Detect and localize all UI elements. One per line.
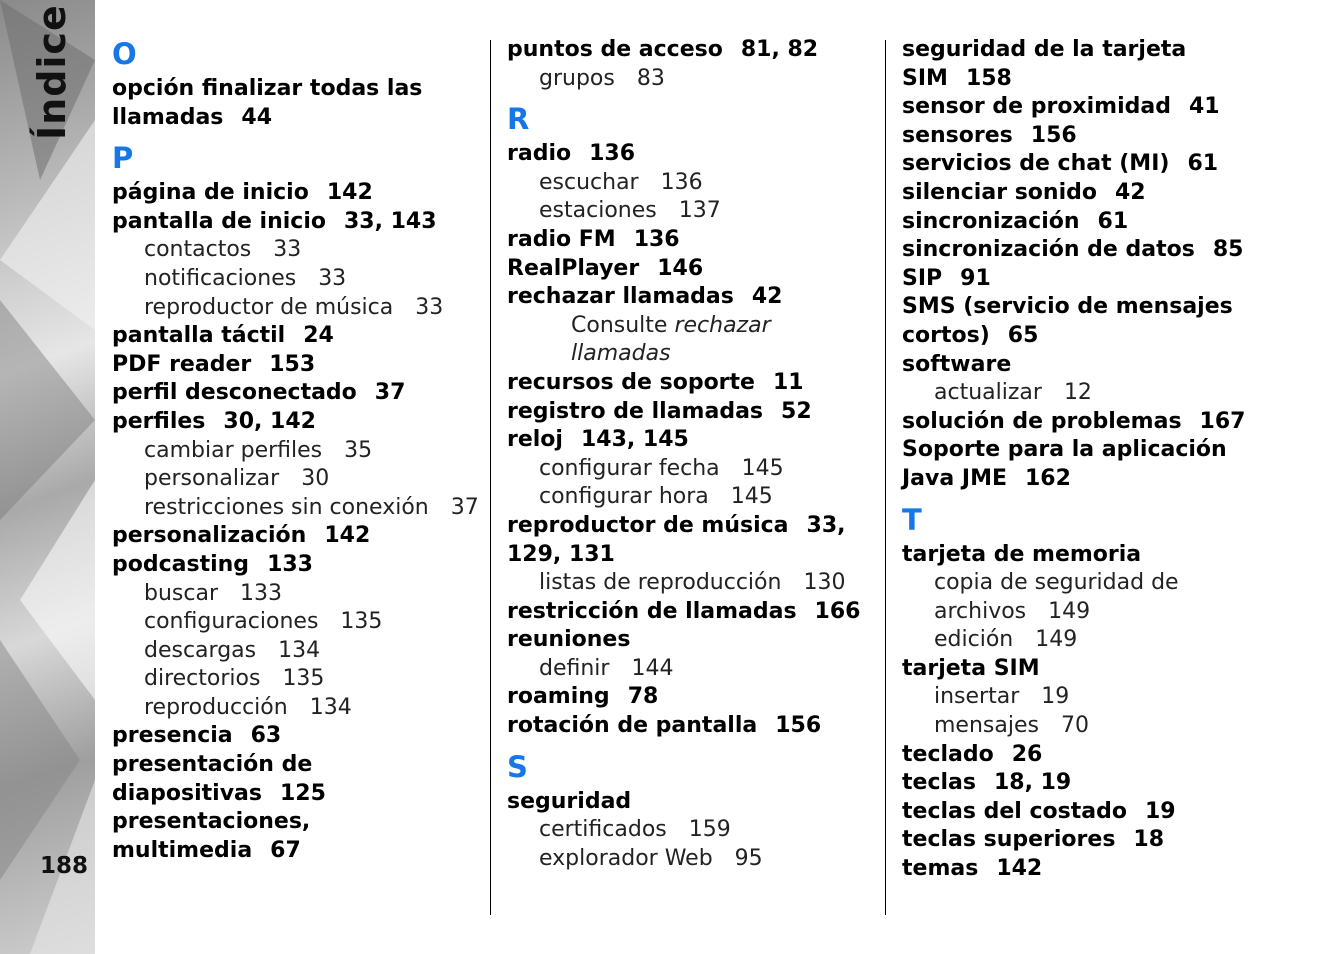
- entry-term: roaming: [507, 684, 610, 710]
- entry-term: perfil desconectado: [112, 380, 357, 406]
- index-subentry: [507, 483, 877, 512]
- entry-term: servicios de chat (MI): [902, 151, 1170, 177]
- entry-term: tarjeta SIM: [902, 655, 1040, 681]
- index-entry: [902, 541, 1262, 570]
- entry-term: solución de problemas: [902, 408, 1182, 434]
- entry-term: sincronización de datos: [902, 237, 1195, 263]
- index-entry: [507, 598, 877, 627]
- entry-term: reuniones: [507, 627, 631, 653]
- index-entry: [902, 826, 1262, 855]
- entry-page-numbers: 144: [631, 655, 674, 681]
- entry-page-numbers: 24: [303, 323, 334, 349]
- entry-term: pantalla de inicio: [112, 208, 326, 234]
- index-entry: [902, 855, 1262, 884]
- index-entry: [507, 788, 877, 817]
- entry-term: escuchar: [539, 169, 639, 195]
- entry-page-numbers: 30: [301, 466, 330, 492]
- index-entry: [902, 798, 1262, 827]
- entry-term: sensores: [902, 122, 1013, 148]
- entry-page-numbers: 18, 19: [993, 770, 1072, 796]
- entry-page-numbers: 159: [688, 817, 731, 843]
- entry-term: teclado: [902, 741, 994, 767]
- index-subentry: [112, 494, 482, 523]
- entry-term: mensajes: [934, 713, 1039, 739]
- index-subentry: [902, 626, 1262, 655]
- entry-term: seguridad: [507, 788, 632, 814]
- index-entry: [902, 93, 1262, 122]
- entry-term: explorador Web: [539, 845, 713, 871]
- entry-term: registro de llamadas: [507, 398, 764, 424]
- entry-page-numbers: 134: [309, 694, 352, 720]
- index-entry: [507, 626, 877, 655]
- index-entry: [902, 36, 1262, 93]
- entry-term: temas: [902, 856, 979, 882]
- entry-page-numbers: 70: [1060, 713, 1089, 739]
- index-entry: [902, 208, 1262, 237]
- entry-term: personalizar: [144, 466, 280, 492]
- entry-page-numbers: 41: [1188, 94, 1220, 120]
- see-reference: rechazar llamadas: [571, 312, 771, 367]
- index-subentry: [507, 169, 877, 198]
- index-entry: [507, 36, 877, 65]
- entry-term: página de inicio: [112, 180, 309, 206]
- entry-term: radio FM: [507, 226, 616, 252]
- entry-term: configurar fecha: [539, 455, 720, 481]
- entry-page-numbers: 67: [270, 837, 301, 863]
- sidebar-band: [0, 0, 95, 954]
- index-entry: [112, 351, 482, 380]
- index-entry: [112, 722, 482, 751]
- entry-page-numbers: 91: [960, 265, 991, 291]
- column-divider: [885, 40, 886, 915]
- entry-term: definir: [539, 655, 610, 681]
- index-column-3: [902, 36, 1262, 884]
- entry-term: sincronización: [902, 208, 1080, 234]
- index-entry: [112, 551, 482, 580]
- entry-term: restricción de llamadas: [507, 598, 797, 624]
- index-entry: [902, 265, 1262, 294]
- index-subentry: [507, 455, 877, 484]
- entry-page-numbers: 166: [814, 598, 861, 624]
- index-letter-heading: R: [507, 102, 530, 137]
- entry-term: buscar: [144, 580, 218, 606]
- entry-page-numbers: 158: [965, 65, 1012, 91]
- index-column-2: [507, 36, 877, 873]
- entry-page-numbers: 61: [1097, 208, 1129, 234]
- entry-term: reproductor de música: [144, 294, 394, 320]
- entry-term: grupos: [539, 65, 615, 91]
- index-subentry: [112, 465, 482, 494]
- entry-page-numbers: 153: [269, 351, 316, 377]
- entry-term: SMS (servicio de mensajes cortos): [902, 294, 1233, 348]
- entry-term: perfiles: [112, 408, 206, 434]
- entry-term: pantalla táctil: [112, 323, 286, 349]
- entry-term: opción finalizar todas las llamadas: [112, 76, 423, 130]
- index-entry: [112, 379, 482, 408]
- index-entry: [112, 322, 482, 351]
- entry-term: descargas: [144, 637, 257, 663]
- index-entry: [902, 655, 1262, 684]
- index-subentry: [902, 379, 1262, 408]
- index-column-1: [112, 36, 482, 865]
- index-subentry: [507, 655, 877, 684]
- entry-page-numbers: 30, 142: [223, 408, 316, 434]
- entry-term: estaciones: [539, 198, 657, 224]
- entry-page-numbers: 26: [1011, 741, 1043, 767]
- entry-page-numbers: 149: [1048, 598, 1091, 624]
- index-subentry: [507, 816, 877, 845]
- entry-term: listas de reproducción: [539, 570, 782, 596]
- entry-page-numbers: 85: [1212, 237, 1244, 263]
- entry-term: teclas superiores: [902, 827, 1116, 853]
- entry-term: presencia: [112, 723, 233, 749]
- entry-page-numbers: 162: [1024, 465, 1071, 491]
- entry-page-numbers: 11: [772, 369, 804, 395]
- column-divider: [490, 40, 491, 915]
- entry-term: directorios: [144, 666, 261, 692]
- index-entry: [902, 293, 1262, 350]
- entry-page-numbers: 44: [241, 104, 273, 130]
- entry-page-numbers: 63: [250, 723, 282, 749]
- entry-term: reproductor de música: [507, 512, 789, 538]
- entry-page-numbers: 146: [657, 255, 704, 281]
- entry-term: sensor de proximidad: [902, 94, 1171, 120]
- entry-term: presentación de diapositivas: [112, 752, 313, 806]
- index-entry: [112, 75, 482, 132]
- entry-term: restricciones sin conexión: [144, 494, 429, 520]
- entry-term: Consulte: [571, 312, 668, 338]
- entry-page-numbers: 78: [627, 684, 659, 710]
- entry-term: insertar: [934, 684, 1020, 710]
- entry-page-numbers: 18: [1133, 827, 1165, 853]
- entry-page-numbers: 137: [678, 198, 721, 224]
- index-subentry: [112, 580, 482, 609]
- index-subentry: [902, 683, 1262, 712]
- entry-page-numbers: 142: [324, 523, 371, 549]
- index-entry: [902, 351, 1262, 380]
- entry-page-numbers: 33: [318, 265, 347, 291]
- index-entry: [507, 426, 877, 455]
- entry-term: cambiar perfiles: [144, 437, 323, 463]
- entry-page-numbers: 42: [1114, 179, 1146, 205]
- entry-page-numbers: 33, 143: [343, 208, 437, 234]
- entry-page-numbers: 167: [1199, 408, 1246, 434]
- entry-page-numbers: 149: [1035, 627, 1078, 653]
- index-subentry: [902, 712, 1262, 741]
- entry-term: recursos de soporte: [507, 369, 755, 395]
- entry-term: teclas: [902, 770, 976, 796]
- entry-term: rotación de pantalla: [507, 713, 758, 739]
- entry-page-numbers: 37: [374, 380, 406, 406]
- index-entry: [112, 522, 482, 551]
- entry-term: reproducción: [144, 694, 288, 720]
- entry-term: reloj: [507, 427, 563, 453]
- entry-page-numbers: 145: [730, 484, 773, 510]
- entry-term: podcasting: [112, 551, 250, 577]
- entry-page-numbers: 61: [1187, 151, 1219, 177]
- index-cross-reference: [507, 312, 877, 369]
- index-subentry: [507, 65, 877, 94]
- index-subentry: [112, 294, 482, 323]
- index-subentry: [902, 569, 1262, 626]
- entry-page-numbers: 33: [415, 294, 444, 320]
- index-subentry: [112, 608, 482, 637]
- index-letter-heading: S: [507, 749, 528, 784]
- index-entry: [507, 683, 877, 712]
- index-entry: [112, 408, 482, 437]
- entry-page-numbers: 19: [1041, 684, 1070, 710]
- index-entry: [902, 150, 1262, 179]
- entry-term: SIP: [902, 265, 943, 291]
- index-entry: [902, 741, 1262, 770]
- index-subentry: [112, 694, 482, 723]
- index-entry: [112, 179, 482, 208]
- entry-page-numbers: 37: [450, 494, 479, 520]
- entry-page-numbers: 130: [803, 570, 846, 596]
- entry-page-numbers: 83: [636, 65, 665, 91]
- entry-page-numbers: 135: [282, 666, 325, 692]
- index-entry: [902, 122, 1262, 151]
- index-entry: [507, 512, 877, 569]
- index-subentry: [112, 637, 482, 666]
- entry-page-numbers: 134: [278, 637, 321, 663]
- entry-term: teclas del costado: [902, 798, 1127, 824]
- index-letter-heading: P: [112, 141, 134, 176]
- entry-page-numbers: 42: [751, 284, 783, 310]
- entry-page-numbers: 136: [660, 169, 703, 195]
- entry-page-numbers: 136: [633, 226, 680, 252]
- entry-page-numbers: 81, 82: [740, 37, 819, 62]
- entry-page-numbers: 156: [1030, 122, 1077, 148]
- index-entry: [507, 283, 877, 312]
- entry-page-numbers: 52: [781, 398, 812, 424]
- entry-page-numbers: 65: [1007, 322, 1039, 348]
- entry-page-numbers: 33, 129, 131: [507, 512, 846, 567]
- index-entry: [112, 208, 482, 237]
- index-subentry: [507, 569, 877, 598]
- entry-page-numbers: 125: [279, 780, 326, 806]
- index-entry: [507, 369, 877, 398]
- entry-term: puntos de acceso: [507, 37, 723, 62]
- index-entry: [507, 255, 877, 284]
- index-entry: [112, 751, 482, 808]
- index-subentry: [507, 845, 877, 874]
- index-entry: [507, 140, 877, 169]
- entry-term: rechazar llamadas: [507, 284, 734, 310]
- index-letter-heading: T: [902, 502, 922, 537]
- entry-page-numbers: 133: [240, 580, 282, 606]
- entry-term: software: [902, 351, 1012, 377]
- entry-term: PDF reader: [112, 351, 252, 377]
- entry-page-numbers: 95: [734, 845, 763, 871]
- entry-page-numbers: 156: [775, 713, 822, 739]
- entry-term: configuraciones: [144, 609, 319, 635]
- index-entry: [902, 769, 1262, 798]
- entry-page-numbers: 143, 145: [580, 427, 689, 453]
- index-subentry: [112, 265, 482, 294]
- index-subentry: [112, 437, 482, 466]
- index-subentry: [507, 197, 877, 226]
- index-entry: [507, 712, 877, 741]
- index-entry: [507, 398, 877, 427]
- index-entry: [112, 808, 482, 865]
- index-entry: [902, 408, 1262, 437]
- entry-page-numbers: 19: [1144, 798, 1176, 824]
- entry-page-numbers: 33: [273, 237, 302, 263]
- entry-term: notificaciones: [144, 265, 297, 291]
- entry-term: configurar hora: [539, 484, 709, 510]
- index-entry: [902, 179, 1262, 208]
- page-number: 188: [40, 853, 89, 879]
- entry-page-numbers: 133: [267, 551, 313, 577]
- entry-term: seguridad de la tarjeta SIM: [902, 37, 1187, 91]
- entry-term: actualizar: [934, 380, 1042, 406]
- entry-page-numbers: 136: [589, 141, 636, 167]
- entry-term: RealPlayer: [507, 255, 640, 281]
- entry-term: silenciar sonido: [902, 179, 1097, 205]
- entry-term: tarjeta de memoria: [902, 541, 1142, 567]
- section-title: Índice: [30, 4, 74, 140]
- entry-page-numbers: 142: [326, 180, 373, 206]
- entry-page-numbers: 12: [1063, 380, 1092, 406]
- index-subentry: [112, 665, 482, 694]
- sidebar-decoration: [0, 0, 95, 954]
- index-entry: [902, 436, 1262, 493]
- entry-term: certificados: [539, 817, 667, 843]
- index-letter-heading: O: [112, 37, 137, 71]
- entry-term: contactos: [144, 237, 252, 263]
- entry-term: edición: [934, 627, 1014, 653]
- entry-page-numbers: 135: [340, 609, 383, 635]
- entry-term: radio: [507, 141, 572, 167]
- index-subentry: [112, 236, 482, 265]
- index-entry: [902, 236, 1262, 265]
- entry-page-numbers: 145: [741, 455, 784, 481]
- entry-page-numbers: 142: [996, 856, 1043, 882]
- entry-term: Soporte para la aplicación Java JME: [902, 437, 1227, 491]
- entry-page-numbers: 35: [344, 437, 373, 463]
- entry-term: presentaciones, multimedia: [112, 809, 311, 863]
- index-entry: [507, 226, 877, 255]
- entry-term: copia de seguridad de archivos: [934, 570, 1179, 624]
- entry-term: personalización: [112, 523, 307, 549]
